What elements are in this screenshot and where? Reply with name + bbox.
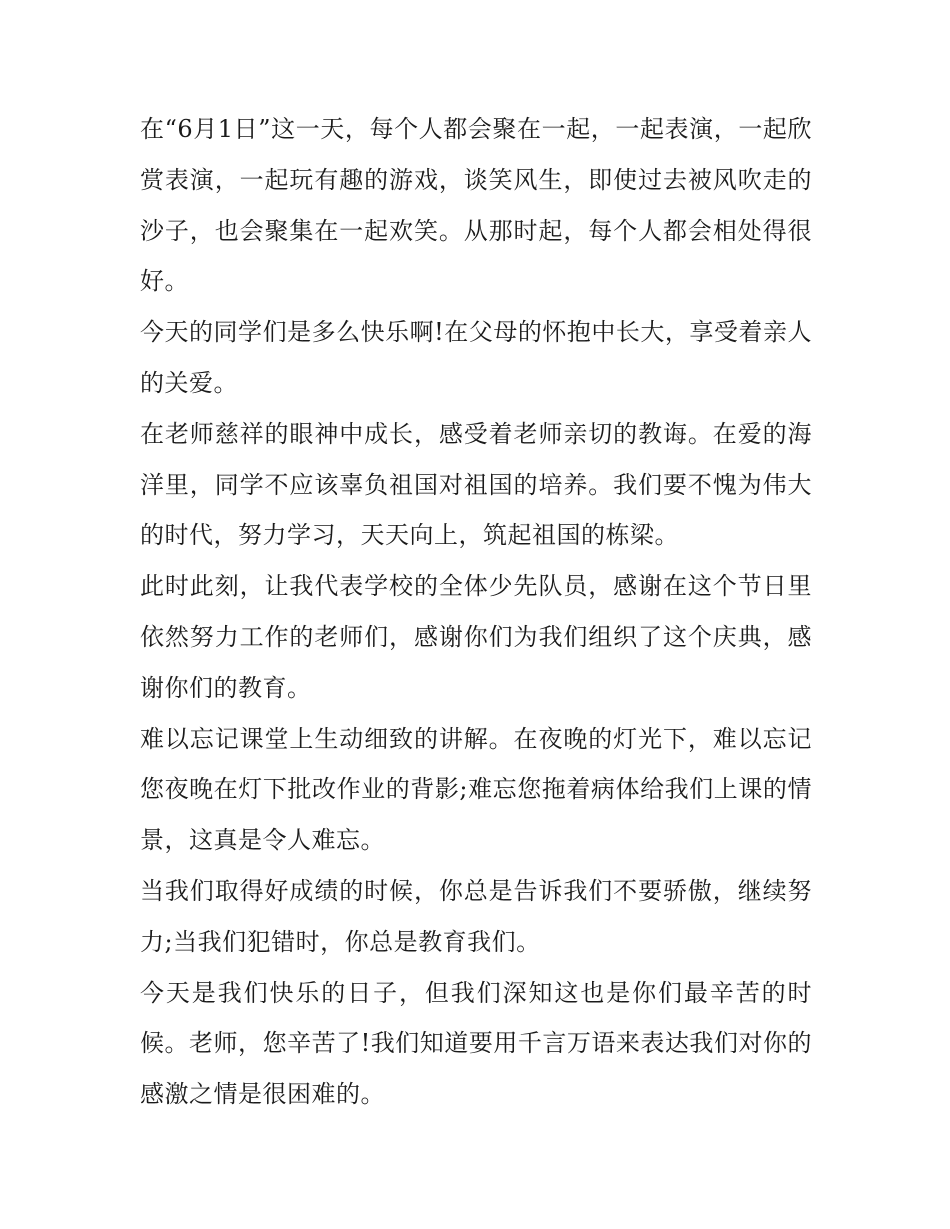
paragraph-1: 在“6月1日”这一天，每个人都会聚在一起，一起表演，一起欣赏表演，一起玩有趣的游戏，谈笑风生，即使过去被风吹走的沙子，也会聚集在一起欢笑。从那时起，每个人都会相处得很好。 [140, 115, 812, 296]
paragraph-7: 今天是我们快乐的日子，但我们深知这也是你们最辛苦的时候。老师，您辛苦了!我们知道要用千言万语来表达我们对你的感激之情是很困难的。 [140, 978, 812, 1109]
paragraph-5: 难以忘记课堂上生动细致的讲解。在夜晚的灯光下，难以忘记您夜晚在灯下批改作业的背影;难忘您拖着病体给我们上课的情景，这真是令人难忘。 [140, 724, 812, 855]
paragraph-2: 今天的同学们是多么快乐啊!在父母的怀抱中长大，享受着亲人的关爱。 [140, 318, 812, 397]
paragraph-3: 在老师慈祥的眼神中成长，感受着老师亲切的教诲。在爱的海洋里，同学不应该辜负祖国对祖国的培养。我们要不愧为伟大的时代，努力学习，天天向上，筑起祖国的栋梁。 [140, 419, 812, 550]
document-body [140, 104, 812, 1120]
paragraph-4: 此时此刻，让我代表学校的全体少先队员，感谢在这个节日里依然努力工作的老师们，感谢你们为我们组织了这个庆典，感谢你们的教育。 [140, 572, 812, 702]
paragraph-6: 当我们取得好成绩的时候，你总是告诉我们不要骄傲，继续努力;当我们犯错时，你总是教育我们。 [140, 876, 812, 956]
